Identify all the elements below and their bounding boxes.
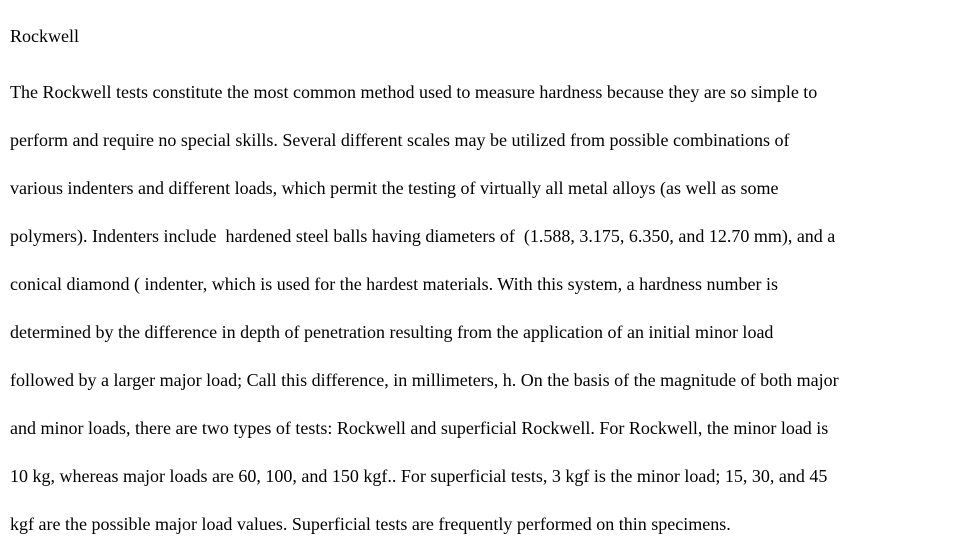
paragraph-line-5: conical diamond ( indenter, which is used for the hardest materials. With this system, a hardness number is: [10, 274, 779, 294]
document-title: Rockwell: [10, 26, 79, 46]
paragraph-line-10: kgf are the possible major load values. Superficial tests are frequently performed on thin specimens.: [10, 514, 731, 534]
paragraph-line-6: determined by the difference in depth of penetration resulting from the application of an initial minor load: [10, 322, 774, 342]
paragraph-line-9: 10 kg, whereas major loads are 60, 100, and 150 kgf.. For superficial tests, 3 kgf is the minor load; 15, 30, and 45: [10, 466, 828, 486]
paragraph-line-2: perform and require no special skills. Several different scales may be utilized from possible combinations of: [10, 130, 790, 150]
paragraph-line-7: followed by a larger major load; Call this difference, in millimeters, h. On the basis of the magnitude of both major: [10, 370, 839, 390]
paragraph-line-4: polymers). Indenters include hardened steel balls having diameters of (1.588, 3.175, 6.350, and 12.70 mm), and a: [10, 226, 836, 246]
paragraph-line-3: various indenters and different loads, which permit the testing of virtually all metal alloys (as well as some: [10, 178, 779, 198]
paragraph-line-8: and minor loads, there are two types of tests: Rockwell and superficial Rockwell. For Rockwell, the minor load is: [10, 418, 829, 438]
paragraph-line-1: The Rockwell tests constitute the most common method used to measure hardness because they are so simple to: [10, 82, 818, 102]
